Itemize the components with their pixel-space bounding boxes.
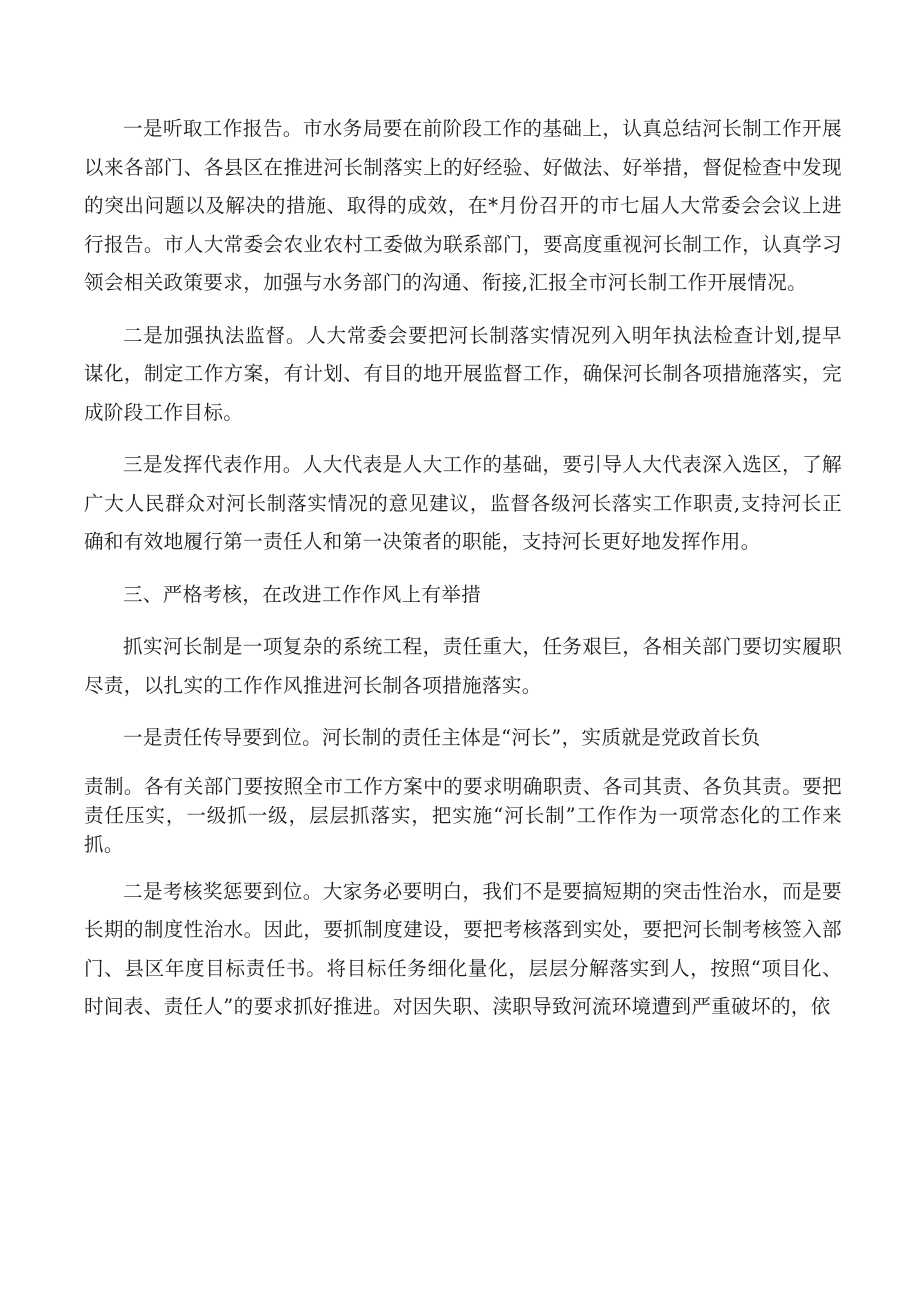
section-heading-strict-assessment: 三、严格考核，在改进工作作风上有举措 bbox=[123, 582, 482, 606]
paragraph-responsibility-start: 一是责任传导要到位。河长制的责任主体是“河长”，实质就是党政首长负 bbox=[123, 726, 761, 749]
paragraph-law-enforcement: 二是加强执法监督。人大常委会要把河长制落实情况列入明年执法检查计划,提早谋化，制定工作方案，有计划、有目的地开展监督工作，确保河长制各项措施落实，完成阶段工作目标。 bbox=[84, 323, 842, 424]
paragraph-deputy-role: 三是发挥代表作用。人大代表是人大工作的基础，要引导人大代表深入选区，了解广大人民群众对河长制落实情况的意见建议，监督各级河长落实工作职责,支持河长正确和有效地履行第一责任人和第一决策者的职能，支持河长更好地发挥作用。 bbox=[84, 453, 842, 553]
paragraph-assessment-rewards: 二是考核奖惩要到位。大家务必要明白，我们不是要搞短期的突击性治水，而是要长期的制度性治水。因此，要抓制度建设，要把考核落到实处，要把河长制考核签入部门、县区年度目标责任书。将目标任务细化量化，层层分解落实到人，按照“项目化、时间表、责任人”的要求抓好推进。对因失职、渎职导致河流环境遭到严重破坏的，依 bbox=[84, 879, 842, 1018]
paragraph-intro-assessment: 抓实河长制是一项复杂的系统工程，责任重大，任务艰巨，各相关部门要切实履职尽责，以扎实的工作作风推进河长制各项措施落实。 bbox=[84, 635, 842, 697]
paragraph-work-report: 一是听取工作报告。市水务局要在前阶段工作的基础上，认真总结河长制工作开展以来各部门、各县区在推进河长制落实上的好经验、好做法、好举措，督促检查中发现的突出问题以及解决的措施、取得的成效，在*月份召开的市七届人大常委会会议上进行报告。市人大常委会农业农村工委做为联系部门，要高度重视河长制工作，认真学习领会相关政策要求，加强与水务部门的沟通、衔接,汇报全市河长制工作开展情况。 bbox=[84, 117, 842, 294]
paragraph-responsibility-continued: 责制。各有关部门要按照全市工作方案中的要求明确职责、各司其责、各负其责。要把责任压实，一级抓一级，层层抓落实，把实施“河长制”工作作为一项常态化的工作来抓。 bbox=[84, 774, 842, 856]
